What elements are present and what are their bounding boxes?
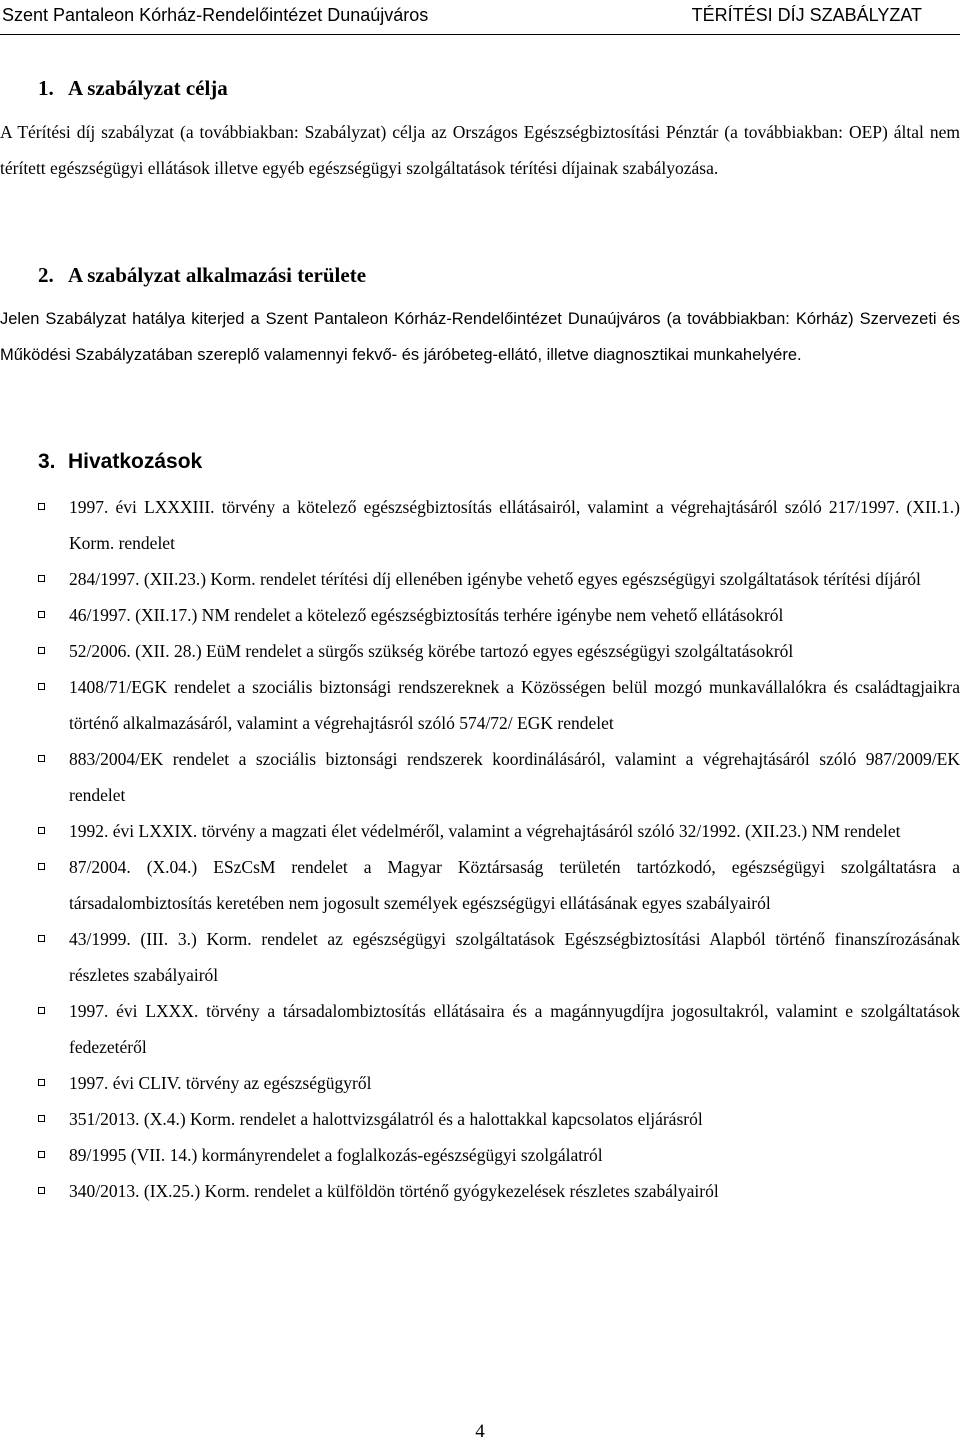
bullet-icon bbox=[38, 647, 45, 654]
page-number: 4 bbox=[475, 1421, 485, 1442]
bullet-icon bbox=[38, 935, 45, 942]
reference-item bbox=[0, 1065, 960, 1101]
reference-item bbox=[0, 561, 960, 597]
reference-text: 43/1999. (III. 3.) Korm. rendelet az egészségügyi szolgáltatások Egészségbiztosítási Alapból történő finanszírozásának részletes szabályairól bbox=[69, 929, 960, 985]
section-number: 3. bbox=[38, 450, 56, 473]
section-2-text: Jelen Szabályzat hatálya kiterjed a Szent Pantaleon Kórház-Rendelőintézet Dunaújváros (a továbbiakban: Kórház) Szervezeti és Működési Szabályzatában szereplő valamennyi fekvő- és járóbeteg-ellátó, illetve diagnosztikai munkahelyére. bbox=[0, 310, 960, 364]
bullet-icon bbox=[38, 683, 45, 690]
reference-item bbox=[0, 633, 960, 669]
reference-item bbox=[0, 741, 960, 813]
reference-text: 340/2013. (IX.25.) Korm. rendelet a külföldön történő gyógykezelések részletes szabályairól bbox=[69, 1181, 719, 1201]
bullet-icon bbox=[38, 503, 45, 510]
bullet-icon bbox=[38, 1007, 45, 1014]
bullet-icon bbox=[38, 1187, 45, 1194]
section-number: 2. bbox=[38, 263, 54, 287]
bullet-icon bbox=[38, 575, 45, 582]
reference-text: 351/2013. (X.4.) Korm. rendelet a halottvizsgálatról és a halottakkal kapcsolatos eljárásról bbox=[69, 1109, 703, 1129]
reference-text: 1408/71/EGK rendelet a szociális biztonsági rendszereknek a Közösségen belül mozgó munkavállalókra és családtagjaikra történő alkalmazásáról, valamint a végrehajtásról szóló 574/72/ EGK rendelet bbox=[69, 677, 960, 733]
bullet-icon bbox=[38, 755, 45, 762]
reference-text: 1992. évi LXXIX. törvény a magzati élet védelméről, valamint a végrehajtásáról szóló 32/1992. (XII.23.) NM rendelet bbox=[69, 821, 901, 841]
reference-item bbox=[0, 1137, 960, 1173]
bullet-icon bbox=[38, 611, 45, 618]
reference-text: 1997. évi LXXXIII. törvény a kötelező egészségbiztosítás ellátásairól, valamint a végrehajtásáról szóló 217/1997. (XII.1.) Korm. rendelet bbox=[69, 497, 960, 553]
reference-item bbox=[0, 1173, 960, 1209]
references-list bbox=[0, 489, 960, 1209]
reference-item bbox=[0, 489, 960, 561]
section-number: 1. bbox=[38, 76, 54, 100]
reference-item bbox=[0, 921, 960, 993]
bullet-icon bbox=[38, 1079, 45, 1086]
reference-text: 1997. évi CLIV. törvény az egészségügyről bbox=[69, 1073, 372, 1093]
reference-text: 89/1995 (VII. 14.) kormányrendelet a foglalkozás-egészségügyi szolgálatról bbox=[69, 1145, 603, 1165]
bullet-icon bbox=[38, 1151, 45, 1158]
reference-item bbox=[0, 597, 960, 633]
header-rule bbox=[0, 34, 960, 35]
reference-text: 52/2006. (XII. 28.) EüM rendelet a sürgős szükség körébe tartozó egyes egészségügyi szolgáltatásokról bbox=[69, 641, 794, 661]
section-2-heading bbox=[38, 263, 366, 288]
bullet-icon bbox=[38, 863, 45, 870]
reference-text: 1997. évi LXXX. törvény a társadalombiztosítás ellátásaira és a magánnyugdíjra jogosultakról, valamint e szolgáltatások fedezetéről bbox=[69, 1001, 960, 1057]
section-3-heading bbox=[38, 450, 202, 474]
reference-item bbox=[0, 849, 960, 921]
page-header bbox=[0, 0, 960, 38]
section-title: Hivatkozások bbox=[68, 450, 203, 473]
section-title: A szabályzat alkalmazási területe bbox=[68, 263, 367, 287]
bullet-icon bbox=[38, 827, 45, 834]
section-1-heading bbox=[38, 76, 228, 101]
header-institution: Szent Pantaleon Kórház-Rendelőintézet Dunaújváros bbox=[2, 5, 429, 25]
reference-text: 883/2004/EK rendelet a szociális biztonsági rendszerek koordinálásáról, valamint a végrehajtásáról szóló 987/2009/EK rendelet bbox=[69, 749, 960, 805]
header-document-title: TÉRÍTÉSI DÍJ SZABÁLYZAT bbox=[691, 5, 922, 25]
reference-text: 284/1997. (XII.23.) Korm. rendelet térítési díj ellenében igénybe vehető egyes egészségügyi szolgáltatások térítési díjáról bbox=[69, 569, 921, 589]
section-1-text: A Térítési díj szabályzat (a továbbiakban: Szabályzat) célja az Országos Egészségbiztosítási Pénztár (a továbbiakban: OEP) által nem térített egészségügyi ellátások illetve egyéb egészségügyi szolgáltatások térítési díjainak szabályozása. bbox=[0, 122, 960, 178]
section-title: A szabályzat célja bbox=[68, 76, 228, 100]
reference-item bbox=[0, 669, 960, 741]
reference-item bbox=[0, 1101, 960, 1137]
bullet-icon bbox=[38, 1115, 45, 1122]
reference-item bbox=[0, 813, 960, 849]
reference-text: 87/2004. (X.04.) ESzCsM rendelet a Magyar Köztársaság területén tartózkodó, egészségügyi szolgáltatásra a társadalombiztosítás keretében nem jogosult személyek egészségügyi ellátásának egyes szabályairól bbox=[69, 857, 960, 913]
reference-text: 46/1997. (XII.17.) NM rendelet a kötelező egészségbiztosítás terhére igénybe nem vehető ellátásokról bbox=[69, 605, 784, 625]
reference-item bbox=[0, 993, 960, 1065]
